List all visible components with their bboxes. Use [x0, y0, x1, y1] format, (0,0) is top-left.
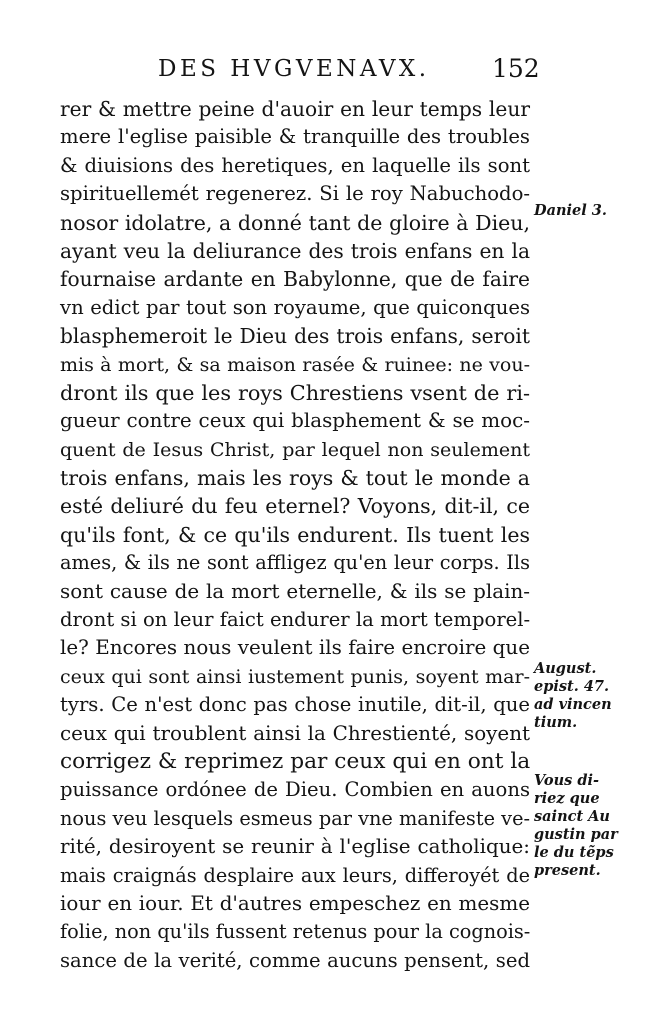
- body-text: [60, 95, 530, 975]
- text-line: ceux qui troublent ainsi la Chrestienté, soyent: [60, 721, 530, 745]
- text-line: folie, non qu'ils fussent retenus pour la cognois-: [60, 920, 531, 944]
- text-line: ames, & ils ne sont affligez qu'en leur corps. Ils: [60, 551, 530, 575]
- text-line: mais craignás desplaire aux leurs, differoyét de: [60, 863, 530, 887]
- text-line: mere l'eglise paisible & tranquille des troubles: [60, 125, 530, 149]
- text-line: mis à mort, & sa maison rasée & ruinee: ne vou-: [60, 353, 530, 376]
- text-line: iour en iour. Et d'autres empeschez en mesme: [60, 891, 530, 915]
- text-line: vn edict par tout son royaume, que quiconques: [60, 295, 530, 319]
- text-line: spirituellemét regenerez. Si le roy Nabuchodo-: [60, 182, 530, 206]
- text-line: nosor idolatre, a donné tant de gloire à Dieu,: [60, 210, 530, 235]
- marginal-note-augustine-epistle: [534, 660, 612, 732]
- marginal-note-line: ad vincen: [534, 696, 612, 713]
- text-line: & diuisions des heretiques, en laquelle ils sont: [60, 153, 530, 177]
- marginal-note-line: sainct Au: [534, 808, 610, 825]
- text-line: quent de Iesus Christ, par lequel non seulement: [60, 438, 530, 461]
- text-line: fournaise ardante en Babylonne, que de faire: [60, 267, 530, 292]
- text-line: ceux qui sont ainsi iustement punis, soyent mar-: [60, 665, 530, 688]
- text-line: esté deliuré du feu eternel? Voyons, dit-il, ce: [60, 494, 530, 519]
- text-line: puissance ordónee de Dieu. Combien en auons: [60, 778, 530, 802]
- running-title: DES HVGVENAVX.: [158, 56, 430, 82]
- text-line: sont cause de la mort eternelle, & ils se plain-: [60, 579, 530, 603]
- text-line: trois enfans, mais les roys & tout le monde a: [60, 466, 530, 491]
- marginal-note-line: Vous di-: [534, 772, 600, 789]
- marginal-note-line: le du tẽps: [534, 844, 614, 861]
- marginal-note-line: epist. 47.: [534, 678, 610, 695]
- text-line: rer & mettre peine d'auoir en leur temps leur: [60, 97, 530, 121]
- marginal-note-line: Daniel 3.: [534, 202, 607, 219]
- marginal-note-line: present.: [534, 862, 601, 879]
- marginal-note-line: August.: [534, 660, 597, 677]
- text-line: dront ils que les roys Chrestiens vsent de ri-: [60, 380, 530, 405]
- text-line: gueur contre ceux qui blasphement & se moc-: [60, 409, 530, 433]
- text-line: dront si on leur faict endurer la mort temporel-: [60, 608, 531, 632]
- marginal-note-vous-diriez: [534, 772, 618, 880]
- page-number: 152: [492, 54, 540, 83]
- text-line: blasphemeroit le Dieu des trois enfans, seroit: [60, 324, 530, 349]
- text-line: qu'ils font, & ce qu'ils endurent. Ils tuent les: [60, 522, 530, 547]
- text-line: le? Encores nous veulent ils faire encroire que: [60, 636, 530, 660]
- running-head: [150, 54, 540, 86]
- text-line: corrigez & reprimez par ceux qui en ont la: [60, 748, 531, 774]
- text-line: tyrs. Ce n'est donc pas chose inutile, dit-il, que: [60, 693, 530, 717]
- text-line: ayant veu la deliurance des trois enfans en la: [60, 238, 530, 263]
- text-line: sance de la verité, comme aucuns pensent, sed: [60, 948, 530, 972]
- text-line: rité, desiroyent se reunir à l'eglise catholique:: [60, 835, 530, 859]
- text-line: nous veu lesquels esmeus par vne manifeste ve-: [60, 806, 530, 830]
- marginal-note-line: gustin par: [534, 826, 618, 843]
- marginal-note-daniel: [534, 202, 607, 220]
- marginal-note-line: tium.: [534, 714, 578, 731]
- marginal-note-line: riez que: [534, 790, 600, 807]
